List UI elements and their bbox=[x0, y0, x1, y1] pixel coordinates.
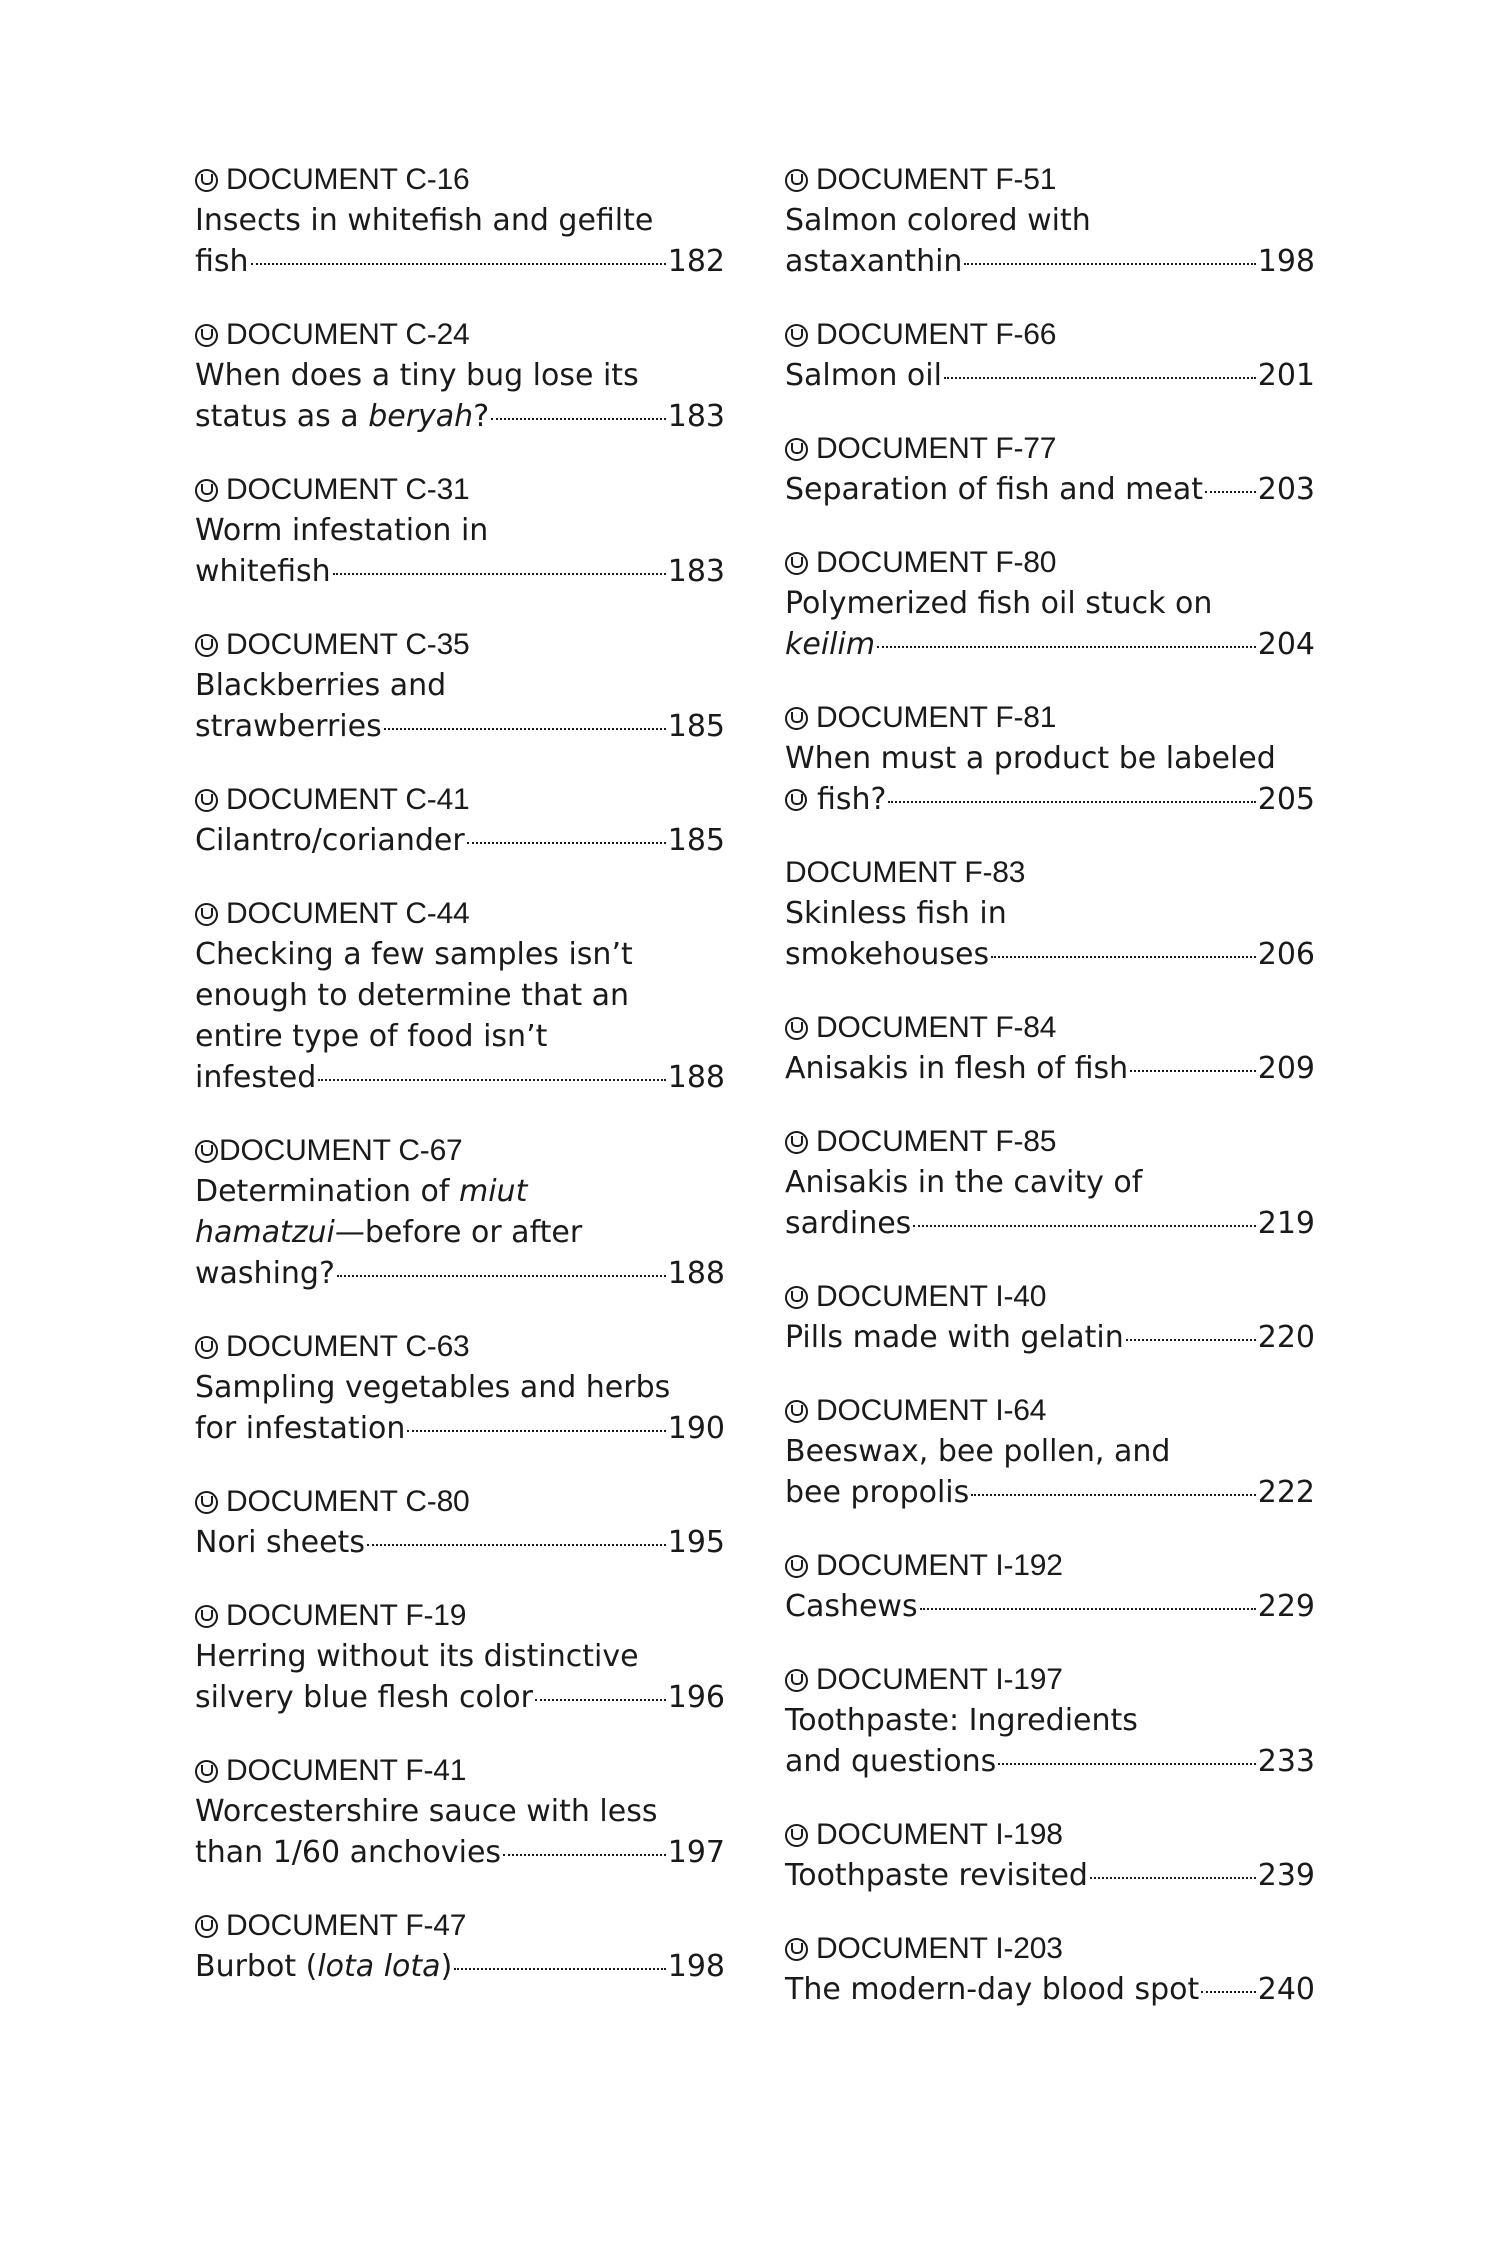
dot-leader bbox=[971, 1494, 1255, 1496]
page-number: 185 bbox=[667, 709, 725, 744]
toc-entry-c24[interactable] bbox=[195, 315, 725, 437]
entry-title bbox=[195, 510, 725, 592]
page-number: 182 bbox=[667, 244, 725, 279]
dot-leader bbox=[888, 801, 1255, 803]
dot-leader bbox=[251, 263, 666, 265]
title-text: whitefish bbox=[195, 554, 331, 589]
title-line: Worcestershire sauce with less bbox=[195, 1794, 658, 1829]
toc-entry-f85[interactable] bbox=[785, 1122, 1315, 1244]
title-line: entire type of food isn’t bbox=[195, 1019, 548, 1054]
doc-label-text: DOCUMENT F-85 bbox=[816, 1125, 1057, 1158]
title-last-line bbox=[195, 1832, 725, 1873]
toc-right-column bbox=[785, 160, 1315, 2043]
entry-title bbox=[195, 1791, 725, 1873]
ou-kosher-symbol-icon bbox=[785, 1286, 808, 1309]
title-text: The modern-day blood spot bbox=[785, 1972, 1200, 2007]
title-last-line bbox=[785, 1969, 1315, 2010]
title-text: bee propolis bbox=[785, 1475, 970, 1510]
title-line: Insects in whitefish and gefilte bbox=[195, 203, 654, 238]
doc-label bbox=[785, 1660, 1315, 1700]
doc-label-text: DOCUMENT C-16 bbox=[226, 163, 470, 196]
title-last-line bbox=[785, 1472, 1315, 1513]
toc-entry-f80[interactable] bbox=[785, 543, 1315, 665]
doc-label bbox=[785, 1546, 1315, 1586]
page-number: 222 bbox=[1257, 1475, 1315, 1510]
ou-kosher-symbol-icon bbox=[195, 903, 218, 926]
doc-label bbox=[785, 315, 1315, 355]
doc-label bbox=[195, 780, 725, 820]
toc-entry-c41[interactable] bbox=[195, 780, 725, 861]
dot-leader bbox=[467, 842, 666, 844]
doc-label bbox=[195, 1482, 725, 1522]
doc-label bbox=[195, 625, 725, 665]
toc-entry-i40[interactable] bbox=[785, 1277, 1315, 1358]
doc-label bbox=[195, 1906, 725, 1946]
doc-label-text: DOCUMENT F-81 bbox=[816, 701, 1057, 734]
doc-label bbox=[785, 1929, 1315, 1969]
entry-title bbox=[195, 1522, 725, 1563]
toc-entry-c80[interactable] bbox=[195, 1482, 725, 1563]
toc-entry-c35[interactable] bbox=[195, 625, 725, 747]
title-last-line bbox=[785, 1048, 1315, 1089]
doc-label-text: DOCUMENT F-41 bbox=[226, 1754, 467, 1787]
title-line: When does a tiny bug lose its bbox=[195, 358, 639, 393]
ou-kosher-symbol-icon bbox=[195, 479, 218, 502]
title-last-line bbox=[195, 551, 725, 592]
dot-leader bbox=[367, 1544, 666, 1546]
doc-label bbox=[785, 853, 1315, 893]
doc-label-text: DOCUMENT C-63 bbox=[226, 1330, 470, 1363]
title-text bbox=[195, 1946, 452, 1987]
dot-leader bbox=[454, 1968, 665, 1970]
doc-label bbox=[195, 160, 725, 200]
title-line: Toothpaste: Ingredients bbox=[785, 1703, 1138, 1738]
toc-entry-i197[interactable] bbox=[785, 1660, 1315, 1782]
doc-label-text: DOCUMENT I-197 bbox=[816, 1663, 1063, 1696]
title-line: Salmon colored with bbox=[785, 203, 1091, 238]
title-text: Salmon oil bbox=[785, 358, 942, 393]
title-line bbox=[195, 1212, 725, 1253]
title-text: Pills made with gelatin bbox=[785, 1320, 1124, 1355]
doc-label-text: DOCUMENT C-31 bbox=[226, 473, 470, 506]
doc-label-text: DOCUMENT I-192 bbox=[816, 1549, 1063, 1582]
title-line: Worm infestation in bbox=[195, 513, 489, 548]
ou-kosher-symbol-icon bbox=[195, 1140, 218, 1163]
title-line: Blackberries and bbox=[195, 668, 447, 703]
doc-label bbox=[785, 1277, 1315, 1317]
dot-leader bbox=[964, 263, 1255, 265]
title-text-part: ? bbox=[473, 399, 490, 434]
page-number: 209 bbox=[1257, 1051, 1315, 1086]
title-text: for infestation bbox=[195, 1411, 406, 1446]
doc-label bbox=[195, 1751, 725, 1791]
toc-left-column bbox=[195, 160, 725, 2020]
page-number: 197 bbox=[667, 1835, 725, 1870]
toc-entry-i64[interactable] bbox=[785, 1391, 1315, 1513]
title-text-part: fish? bbox=[817, 782, 887, 817]
entry-title bbox=[785, 1048, 1315, 1089]
ou-kosher-symbol-icon bbox=[785, 789, 807, 811]
title-line: Checking a few samples isn’t bbox=[195, 937, 633, 972]
title-last-line bbox=[785, 1586, 1315, 1627]
toc-entry-i192[interactable] bbox=[785, 1546, 1315, 1627]
page-number: 233 bbox=[1257, 1744, 1315, 1779]
doc-label-text: DOCUMENT F-83 bbox=[785, 856, 1026, 889]
page-number: 239 bbox=[1257, 1858, 1315, 1893]
ou-kosher-symbol-icon bbox=[195, 1915, 218, 1938]
title-last-line bbox=[785, 1317, 1315, 1358]
entry-title bbox=[195, 820, 725, 861]
title-last-line bbox=[785, 469, 1315, 510]
page-number: 201 bbox=[1257, 358, 1315, 393]
page-number: 195 bbox=[667, 1525, 725, 1560]
title-last-line bbox=[785, 934, 1315, 975]
title-text bbox=[785, 779, 886, 820]
page-number: 204 bbox=[1257, 627, 1315, 662]
doc-label bbox=[785, 160, 1315, 200]
title-last-line bbox=[785, 241, 1315, 282]
title-last-line bbox=[785, 624, 1315, 665]
page-number: 188 bbox=[667, 1060, 725, 1095]
page-number: 206 bbox=[1257, 937, 1315, 972]
title-last-line bbox=[785, 355, 1315, 396]
doc-label-text: DOCUMENT F-47 bbox=[226, 1909, 467, 1942]
title-last-line bbox=[195, 1253, 725, 1294]
doc-label bbox=[785, 429, 1315, 469]
title-text: Cashews bbox=[785, 1589, 918, 1624]
ou-kosher-symbol-icon bbox=[785, 1938, 808, 1961]
page-number: 196 bbox=[667, 1680, 725, 1715]
dot-leader bbox=[991, 956, 1256, 958]
entry-title bbox=[195, 1946, 725, 1987]
title-text-part: —before or after bbox=[334, 1215, 583, 1250]
title-text: silvery blue flesh color bbox=[195, 1680, 533, 1715]
title-line bbox=[195, 1171, 725, 1212]
toc-entry-f81[interactable] bbox=[785, 698, 1315, 820]
page-number: 190 bbox=[667, 1411, 725, 1446]
dot-leader bbox=[1205, 491, 1256, 493]
page-number: 219 bbox=[1257, 1206, 1315, 1241]
ou-kosher-symbol-icon bbox=[785, 1400, 808, 1423]
title-line: Anisakis in the cavity of bbox=[785, 1165, 1143, 1200]
doc-label-text: DOCUMENT I-198 bbox=[816, 1818, 1063, 1851]
ou-kosher-symbol-icon bbox=[785, 1669, 808, 1692]
entry-title bbox=[195, 355, 725, 437]
toc-entry-c31[interactable] bbox=[195, 470, 725, 592]
toc-entry-f83[interactable] bbox=[785, 853, 1315, 975]
entry-title bbox=[785, 355, 1315, 396]
dot-leader bbox=[491, 418, 666, 420]
title-text: astaxanthin bbox=[785, 244, 963, 279]
dot-leader bbox=[333, 573, 666, 575]
title-text-part: ) bbox=[440, 1949, 453, 1984]
doc-label bbox=[195, 315, 725, 355]
title-text-italic: miut bbox=[459, 1174, 528, 1209]
ou-kosher-symbol-icon bbox=[785, 1555, 808, 1578]
title-text bbox=[195, 396, 489, 437]
entry-title bbox=[785, 1586, 1315, 1627]
page-number: 220 bbox=[1257, 1320, 1315, 1355]
title-line: Skinless fish in bbox=[785, 896, 1007, 931]
title-last-line bbox=[195, 1522, 725, 1563]
toc-entry-f47[interactable] bbox=[195, 1906, 725, 1987]
doc-label-text: DOCUMENT F-80 bbox=[816, 546, 1057, 579]
title-text: strawberries bbox=[195, 709, 382, 744]
ou-kosher-symbol-icon bbox=[195, 1605, 218, 1628]
entry-title bbox=[195, 200, 725, 282]
ou-kosher-symbol-icon bbox=[785, 1131, 808, 1154]
toc-entry-i198[interactable] bbox=[785, 1815, 1315, 1896]
title-text: Anisakis in flesh of fish bbox=[785, 1051, 1129, 1086]
entry-title bbox=[785, 1162, 1315, 1244]
toc-entry-c44[interactable] bbox=[195, 894, 725, 1098]
entry-title bbox=[785, 1969, 1315, 2010]
title-text: sardines bbox=[785, 1206, 912, 1241]
doc-label-text: DOCUMENT F-66 bbox=[816, 318, 1057, 351]
doc-label-text: DOCUMENT I-203 bbox=[816, 1932, 1063, 1965]
title-text-italic: hamatzui bbox=[195, 1215, 335, 1250]
doc-label-text: DOCUMENT C-24 bbox=[226, 318, 470, 351]
toc-entry-c63[interactable] bbox=[195, 1327, 725, 1449]
title-text-italic: lota lota bbox=[317, 1949, 441, 1984]
title-text: fish bbox=[195, 244, 249, 279]
doc-label bbox=[785, 1122, 1315, 1162]
title-last-line bbox=[195, 706, 725, 747]
title-line: Herring without its distinctive bbox=[195, 1639, 639, 1674]
ou-kosher-symbol-icon bbox=[785, 707, 808, 730]
dot-leader bbox=[1201, 1991, 1256, 1993]
dot-leader bbox=[1090, 1877, 1256, 1879]
page-number: 185 bbox=[667, 823, 725, 858]
title-text-part: status as a bbox=[195, 399, 369, 434]
title-last-line bbox=[785, 1741, 1315, 1782]
doc-label-text: DOCUMENT F-77 bbox=[816, 432, 1057, 465]
doc-label-text: DOCUMENT C-35 bbox=[226, 628, 470, 661]
title-text: than 1/60 anchovies bbox=[195, 1835, 502, 1870]
entry-title bbox=[195, 1367, 725, 1449]
page-number: 240 bbox=[1257, 1972, 1315, 2007]
ou-kosher-symbol-icon bbox=[195, 169, 218, 192]
ou-kosher-symbol-icon bbox=[785, 438, 808, 461]
toc-entry-f19[interactable] bbox=[195, 1596, 725, 1718]
title-text: Nori sheets bbox=[195, 1525, 365, 1560]
ou-kosher-symbol-icon bbox=[785, 1824, 808, 1847]
title-text-part: Burbot ( bbox=[195, 1949, 318, 1984]
doc-label-text: DOCUMENT I-40 bbox=[816, 1280, 1047, 1313]
page-number: 229 bbox=[1257, 1589, 1315, 1624]
dot-leader bbox=[535, 1699, 666, 1701]
doc-label bbox=[785, 1391, 1315, 1431]
dot-leader bbox=[998, 1763, 1256, 1765]
dot-leader bbox=[944, 377, 1256, 379]
doc-label bbox=[195, 470, 725, 510]
title-text: infested bbox=[195, 1060, 317, 1095]
dot-leader bbox=[913, 1225, 1255, 1227]
doc-label-text: DOCUMENT C-41 bbox=[226, 783, 470, 816]
ou-kosher-symbol-icon bbox=[195, 634, 218, 657]
toc-entry-f51[interactable] bbox=[785, 160, 1315, 282]
ou-kosher-symbol-icon bbox=[785, 1017, 808, 1040]
page-number: 183 bbox=[667, 554, 725, 589]
ou-kosher-symbol-icon bbox=[195, 324, 218, 347]
entry-title bbox=[195, 934, 725, 1098]
entry-title bbox=[785, 1700, 1315, 1782]
title-text: Cilantro/coriander bbox=[195, 823, 465, 858]
dot-leader bbox=[877, 646, 1256, 648]
entry-title bbox=[195, 1636, 725, 1718]
entry-title bbox=[785, 1431, 1315, 1513]
ou-kosher-symbol-icon bbox=[785, 324, 808, 347]
doc-label bbox=[195, 1131, 725, 1171]
dot-leader bbox=[318, 1079, 665, 1081]
entry-title bbox=[785, 1317, 1315, 1358]
doc-label bbox=[785, 1008, 1315, 1048]
toc-entry-f84[interactable] bbox=[785, 1008, 1315, 1089]
title-text: washing? bbox=[195, 1256, 335, 1291]
title-text-italic: beryah bbox=[368, 399, 474, 434]
toc-entry-f77[interactable] bbox=[785, 429, 1315, 510]
title-text-part: Determination of bbox=[195, 1174, 459, 1209]
toc-entry-f66[interactable] bbox=[785, 315, 1315, 396]
page-number: 198 bbox=[1257, 244, 1315, 279]
page-number: 183 bbox=[667, 399, 725, 434]
doc-label-text: DOCUMENT C-44 bbox=[226, 897, 470, 930]
page-number: 205 bbox=[1257, 782, 1315, 817]
title-last-line bbox=[785, 779, 1315, 820]
doc-label-text: DOCUMENT I-64 bbox=[816, 1394, 1047, 1427]
dot-leader bbox=[1130, 1070, 1256, 1072]
page-number: 188 bbox=[667, 1256, 725, 1291]
toc-entry-i203[interactable] bbox=[785, 1929, 1315, 2010]
title-line: Beeswax, bee pollen, and bbox=[785, 1434, 1171, 1469]
page-number: 198 bbox=[667, 1949, 725, 1984]
ou-kosher-symbol-icon bbox=[195, 789, 218, 812]
entry-title bbox=[785, 583, 1315, 665]
title-last-line bbox=[785, 1855, 1315, 1896]
doc-label bbox=[195, 1596, 725, 1636]
dot-leader bbox=[384, 728, 666, 730]
toc-entry-c16[interactable] bbox=[195, 160, 725, 282]
title-last-line bbox=[195, 1946, 725, 1987]
entry-title bbox=[785, 469, 1315, 510]
entry-title bbox=[785, 200, 1315, 282]
dot-leader bbox=[1126, 1339, 1256, 1341]
doc-label bbox=[785, 543, 1315, 583]
doc-label-text: DOCUMENT F-19 bbox=[226, 1599, 467, 1632]
ou-kosher-symbol-icon bbox=[785, 552, 808, 575]
ou-kosher-symbol-icon bbox=[195, 1491, 218, 1514]
doc-label-text: DOCUMENT C-67 bbox=[219, 1134, 463, 1167]
doc-label-text: DOCUMENT C-80 bbox=[226, 1485, 470, 1518]
doc-label bbox=[785, 1815, 1315, 1855]
ou-kosher-symbol-icon bbox=[195, 1336, 218, 1359]
doc-label-text: DOCUMENT F-51 bbox=[816, 163, 1057, 196]
entry-title bbox=[195, 1171, 725, 1294]
title-last-line bbox=[195, 396, 725, 437]
title-line: Polymerized fish oil stuck on bbox=[785, 586, 1213, 621]
dot-leader bbox=[407, 1430, 665, 1432]
title-line: When must a product be labeled bbox=[785, 741, 1276, 776]
title-text: Separation of fish and meat bbox=[785, 472, 1203, 507]
toc-entry-c67[interactable] bbox=[195, 1131, 725, 1294]
title-last-line bbox=[195, 820, 725, 861]
doc-label bbox=[785, 698, 1315, 738]
title-text: smokehouses bbox=[785, 937, 990, 972]
title-text: and questions bbox=[785, 1744, 997, 1779]
title-line: Sampling vegetables and herbs bbox=[195, 1370, 671, 1405]
page-number: 203 bbox=[1257, 472, 1315, 507]
toc-entry-f41[interactable] bbox=[195, 1751, 725, 1873]
dot-leader bbox=[503, 1854, 666, 1856]
doc-label-text: DOCUMENT F-84 bbox=[816, 1011, 1057, 1044]
entry-title bbox=[195, 665, 725, 747]
title-last-line bbox=[195, 1677, 725, 1718]
dot-leader bbox=[337, 1275, 666, 1277]
title-text: Toothpaste revisited bbox=[785, 1858, 1088, 1893]
doc-label bbox=[195, 1327, 725, 1367]
doc-label bbox=[195, 894, 725, 934]
entry-title bbox=[785, 893, 1315, 975]
ou-kosher-symbol-icon bbox=[195, 1760, 218, 1783]
title-line: enough to determine that an bbox=[195, 978, 630, 1013]
entry-title bbox=[785, 738, 1315, 820]
dot-leader bbox=[920, 1608, 1256, 1610]
title-last-line bbox=[785, 1203, 1315, 1244]
title-text-italic: keilim bbox=[785, 627, 876, 662]
title-last-line bbox=[195, 1057, 725, 1098]
title-last-line bbox=[195, 1408, 725, 1449]
title-last-line bbox=[195, 241, 725, 282]
ou-kosher-symbol-icon bbox=[785, 169, 808, 192]
entry-title bbox=[785, 1855, 1315, 1896]
